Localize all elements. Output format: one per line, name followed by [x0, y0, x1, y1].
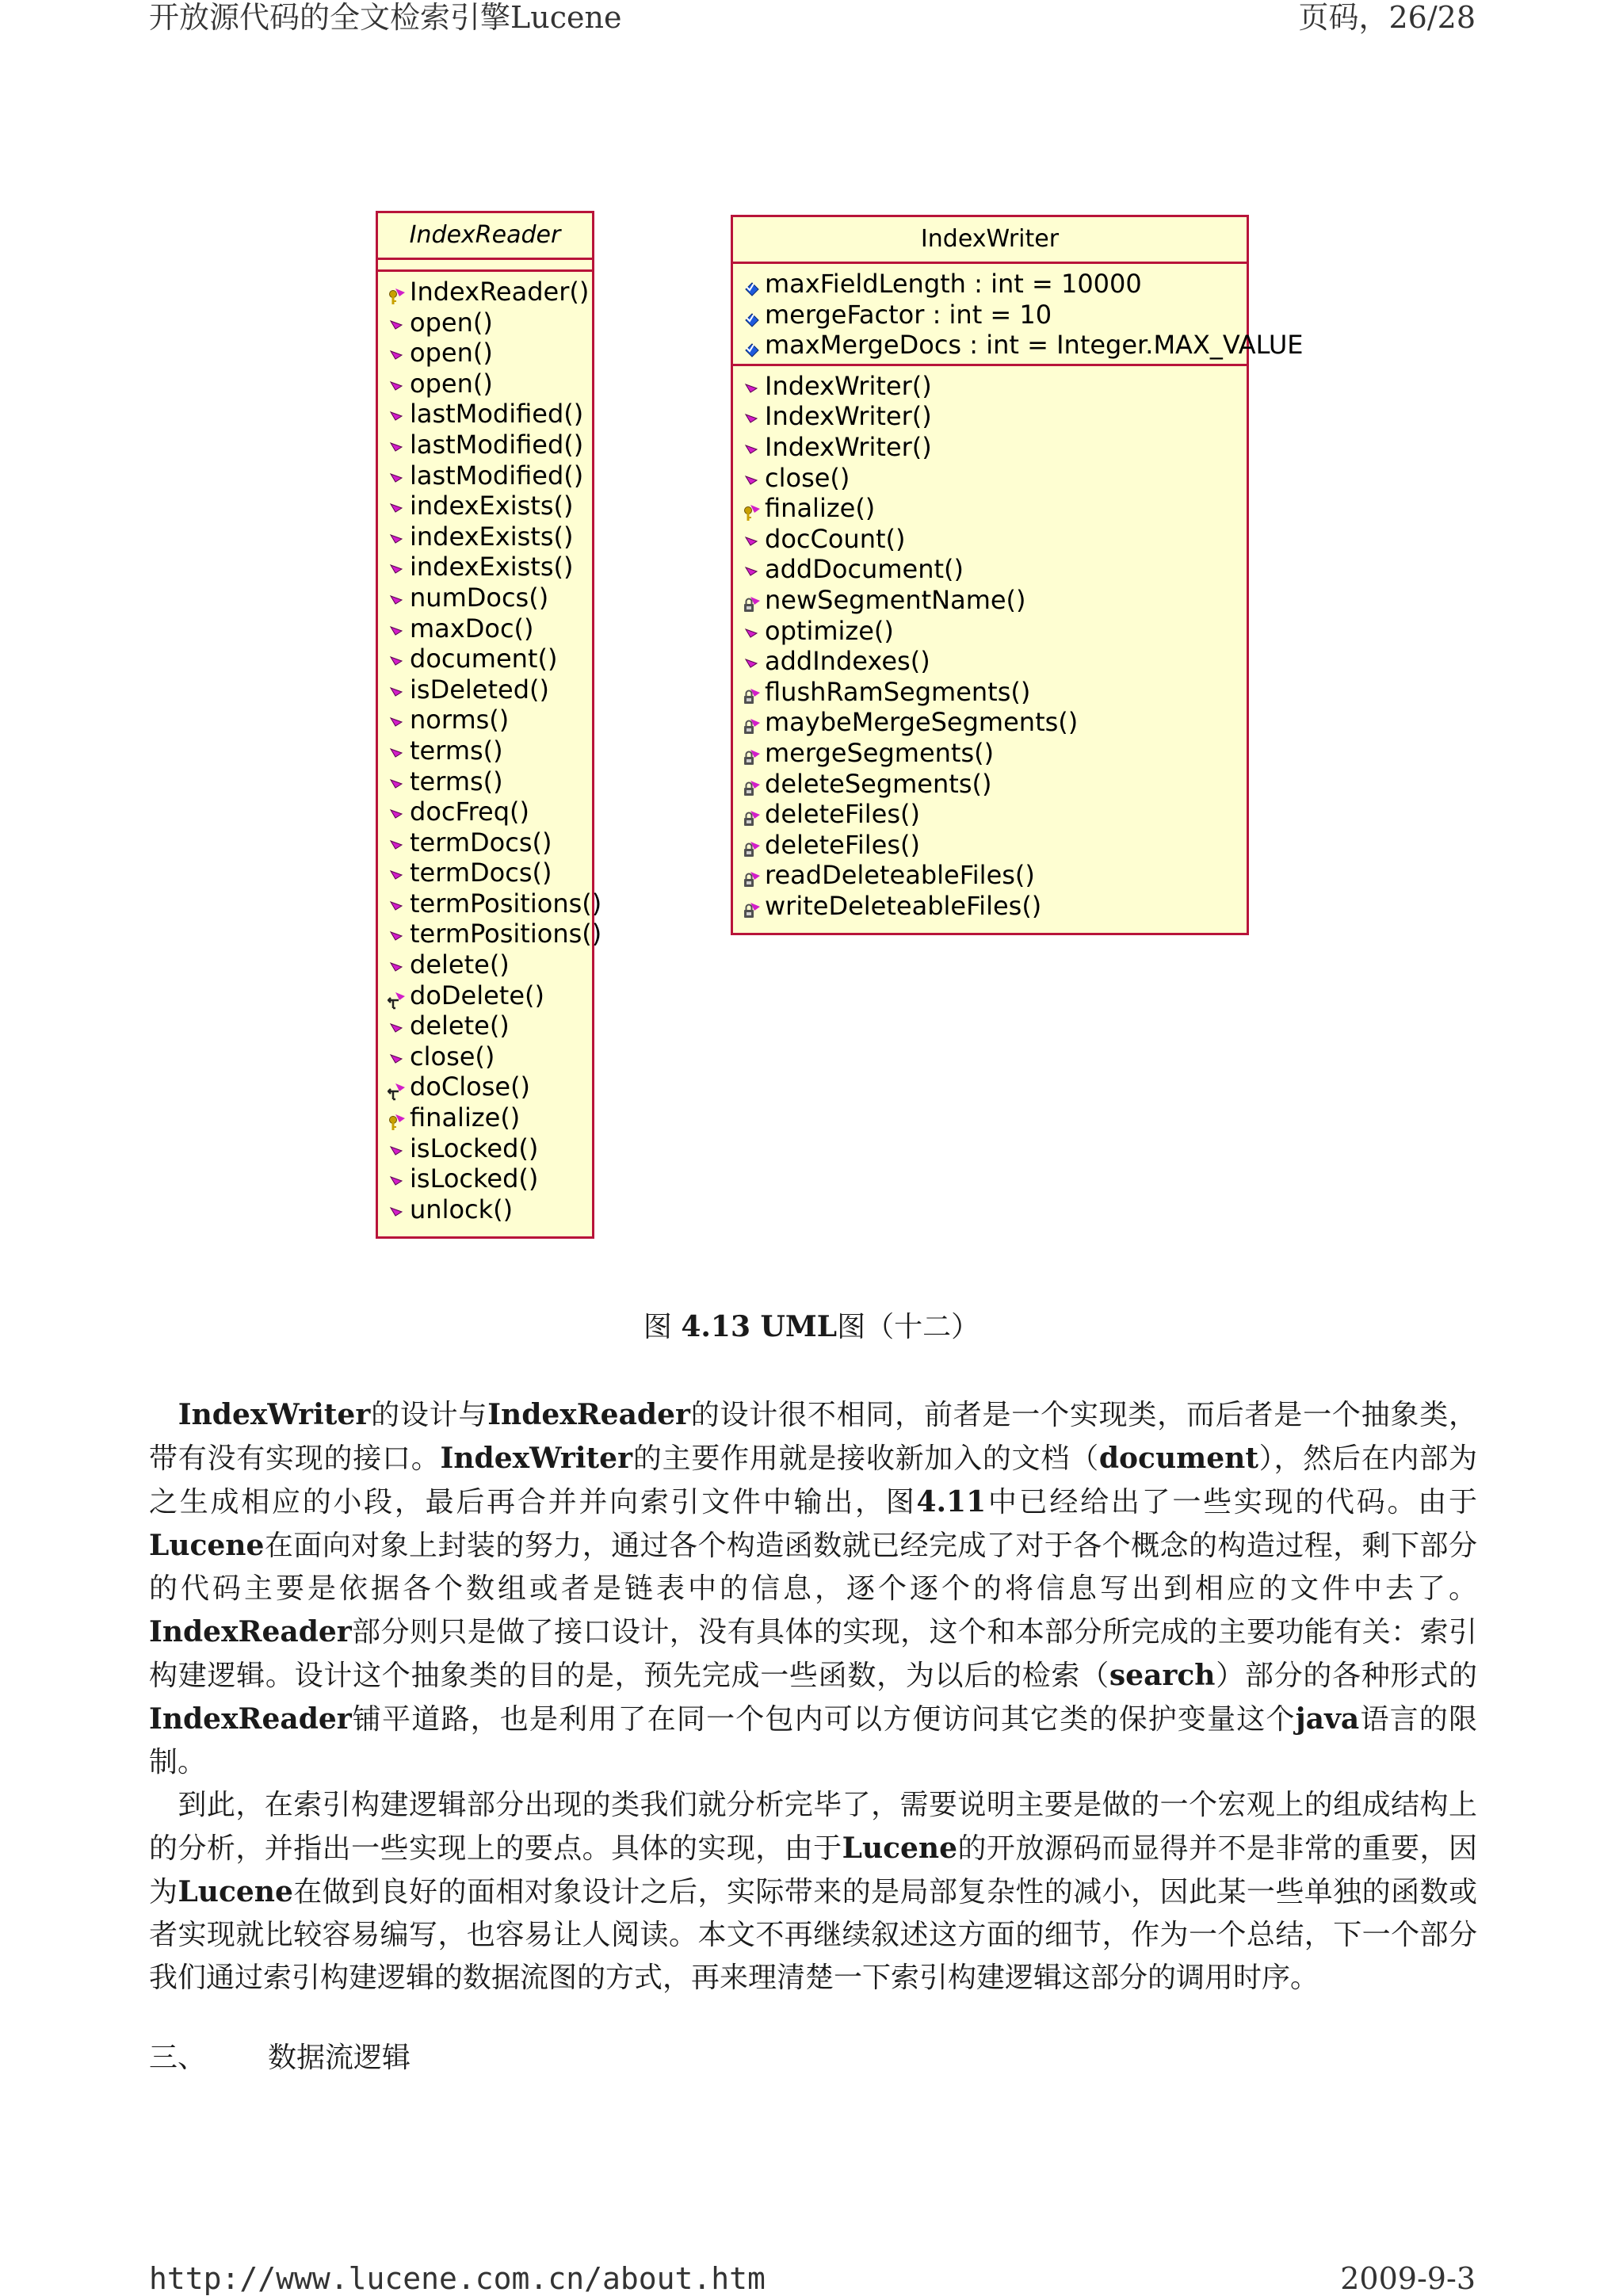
writer-method-label: deleteFiles(): [765, 799, 920, 830]
index-reader-methods: [378, 272, 602, 1228]
public-method-icon: [388, 1200, 407, 1219]
index-reader-class-name: IndexReader: [378, 213, 592, 260]
reader-method-label: delete(): [410, 1010, 510, 1041]
reader-method-lastmodified: [378, 430, 592, 460]
reader-method-label: lastModified(): [410, 429, 584, 460]
reader-method-label: finalize(): [410, 1102, 521, 1133]
reader-method-indexexists: [378, 521, 592, 552]
public-method-icon: [388, 496, 407, 515]
writer-attribute-maxmergedocsintintegermaxvalue: [733, 330, 1304, 361]
reader-method-indexexists: [378, 552, 592, 583]
reader-method-label: isLocked(): [410, 1133, 539, 1163]
reader-method-label: close(): [410, 1041, 495, 1072]
public-attribute-icon: [743, 305, 762, 324]
reader-method-label: terms(): [410, 766, 503, 797]
text-run: 在做到良好的面相对象设计之后，实际带来的是局部复杂性的减小，因此某一些单独的函数或者实现就比较容易编写，也容易让人阅读。本文不再继续叙述这方面的细节，作为一个总结，下一个部分我们通过索引构建逻辑的数据流图的方式，再来理清楚一下索引构建逻辑这部分的调用时序。: [149, 1876, 1477, 1994]
public-method-icon: [388, 863, 407, 882]
reader-method-label: indexExists(): [410, 521, 574, 552]
reader-method-label: termPositions(): [410, 888, 602, 919]
reader-method-label: norms(): [410, 705, 510, 735]
reader-method-indexexists: [378, 491, 592, 521]
header-title: 开放源代码的全文检索引擎Lucene: [149, 0, 622, 35]
text-run: 部分则只是做了接口设计，没有具体的实现，这个和本部分所完成的主要功能有关：索引构建逻辑。设计这个抽象类的目的是，预先完成一些函数，为以后的检索（: [149, 1616, 1477, 1692]
text-run: 的设计很不相同，前者是一个实现类，而后者是一个抽象类，带有没有实现的接口。: [149, 1399, 1477, 1475]
writer-method-label: mergeSegments(): [765, 737, 995, 768]
text-run: 的主要作用就是接收新加入的文档（: [632, 1442, 1099, 1475]
index-reader-attributes-compartment: [378, 260, 592, 272]
writer-method-label: newSegmentName(): [765, 584, 1026, 615]
public-method-icon: [743, 651, 762, 670]
writer-method-adddocument: [733, 554, 1247, 585]
writer-method-label: addDocument(): [765, 554, 964, 585]
reader-method-termpositions: [378, 919, 602, 949]
public-method-icon: [388, 404, 407, 423]
public-method-icon: [388, 894, 407, 913]
bold-term: 4.11: [916, 1485, 987, 1519]
writer-method-label: addIndexes(): [765, 646, 930, 677]
text-run: 铺平道路，也是利用了在同一个包内可以方便访问其它类的保护变量这个: [351, 1703, 1296, 1736]
reader-method-label: document(): [410, 644, 558, 674]
private-method-icon: [743, 590, 762, 609]
caption-number: 4.13 UML: [681, 1310, 838, 1343]
reader-method-unlock: [378, 1194, 592, 1225]
reader-method-label: delete(): [410, 949, 510, 980]
bold-term: Lucene: [842, 1832, 958, 1865]
reader-method-lastmodified: [378, 460, 592, 491]
public-method-icon: [388, 833, 407, 852]
text-run: 中已经给出了一些实现的代码。由于: [986, 1486, 1477, 1519]
writer-method-deletesegments: [733, 769, 1247, 800]
reader-method-label: termPositions(): [410, 919, 602, 949]
public-attribute-icon: [743, 274, 762, 293]
package-method-icon: [388, 1077, 407, 1096]
reader-method-doclose: [378, 1072, 592, 1102]
writer-method-deletefiles: [733, 830, 1247, 861]
reader-method-indexreader: [378, 277, 592, 308]
reader-method-delete: [378, 949, 592, 980]
reader-method-dodelete: [378, 980, 592, 1011]
reader-method-label: open(): [410, 338, 493, 369]
reader-method-label: isLocked(): [410, 1163, 539, 1194]
reader-method-terms: [378, 735, 592, 766]
public-method-icon: [388, 435, 407, 454]
public-method-icon: [388, 343, 407, 362]
public-method-icon: [388, 313, 407, 332]
index-reader-class: [376, 211, 602, 1239]
reader-method-label: indexExists(): [410, 552, 574, 583]
writer-method-flushramsegments: [733, 677, 1247, 708]
writer-method-label: IndexWriter(): [765, 431, 932, 462]
public-method-icon: [743, 621, 762, 640]
writer-method-optimize: [733, 616, 1247, 647]
text-run: ）部分的各种形式的: [1215, 1660, 1477, 1692]
public-method-icon: [388, 588, 407, 607]
public-method-icon: [743, 376, 762, 395]
writer-method-writedeleteablefiles: [733, 891, 1247, 922]
reader-method-label: open(): [410, 307, 493, 338]
writer-method-finalize: [733, 493, 1247, 524]
public-method-icon: [388, 680, 407, 699]
reader-method-label: lastModified(): [410, 460, 584, 491]
writer-method-label: finalize(): [765, 493, 876, 524]
footer-date: 2009-9-3: [1340, 2261, 1476, 2296]
reader-method-label: numDocs(): [410, 582, 549, 613]
writer-method-label: close(): [765, 462, 850, 493]
protected-method-icon: [743, 499, 762, 518]
writer-method-indexwriter: [733, 432, 1247, 463]
writer-method-label: writeDeleteableFiles(): [765, 890, 1042, 921]
writer-method-label: optimize(): [765, 615, 894, 646]
reader-method-termdocs: [378, 858, 592, 888]
public-method-icon: [388, 741, 407, 760]
writer-attribute-mergefactorint: [733, 300, 1247, 330]
public-method-icon: [388, 374, 407, 393]
public-method-icon: [388, 527, 407, 546]
public-method-icon: [388, 772, 407, 791]
private-method-icon: [743, 682, 762, 701]
bold-term: Lucene: [149, 1529, 265, 1562]
reader-method-label: docFreq(): [410, 797, 529, 827]
reader-method-label: terms(): [410, 735, 503, 766]
bold-term: document: [1098, 1442, 1258, 1475]
text-run: ），然后在内部为之生成相应的小段，最后再合并并向索引文件中输出，图: [149, 1442, 1477, 1519]
public-method-icon: [388, 710, 407, 729]
writer-attribute-label: maxFieldLength : int = 10000: [765, 269, 1142, 299]
writer-method-doccount: [733, 524, 1247, 555]
public-method-icon: [743, 529, 762, 548]
reader-method-label: termDocs(): [410, 858, 552, 888]
writer-method-label: IndexWriter(): [765, 370, 932, 401]
writer-method-addindexes: [733, 646, 1247, 677]
bold-term: IndexReader: [149, 1702, 352, 1736]
public-method-icon: [388, 466, 407, 485]
public-method-icon: [743, 560, 762, 579]
reader-method-open: [378, 369, 592, 399]
figure-caption: [0, 1308, 1623, 1347]
text-run: 的设计与: [370, 1399, 488, 1431]
reader-method-label: isDeleted(): [410, 674, 549, 705]
public-method-icon: [388, 955, 407, 974]
writer-method-close: [733, 463, 1247, 494]
reader-method-docfreq: [378, 797, 592, 827]
text-run: 在面向对象上封装的努力，通过各个构造函数就已经完成了对于各个概念的构造过程，剩下部分的代码主要是依据各个数组或者是链表中的信息，逐个逐个的将信息写出到相应的文件中去了。: [149, 1530, 1477, 1605]
public-method-icon: [743, 407, 762, 426]
reader-method-termdocs: [378, 827, 592, 858]
reader-method-norms: [378, 705, 592, 735]
bold-term: IndexWriter: [178, 1398, 371, 1431]
public-method-icon: [388, 619, 407, 638]
private-method-icon: [743, 712, 762, 732]
writer-method-readdeleteablefiles: [733, 860, 1247, 891]
reader-method-islocked: [378, 1133, 592, 1164]
reader-method-label: IndexReader(): [410, 277, 590, 307]
reader-method-terms: [378, 766, 592, 797]
header-page-number: 页码，26/28: [1298, 0, 1476, 35]
writer-attribute-maxfieldlengthint: [733, 269, 1247, 300]
index-writer-class: [731, 215, 1304, 935]
reader-method-document: [378, 644, 592, 674]
reader-method-numdocs: [378, 583, 592, 613]
bold-term: IndexWriter: [440, 1442, 633, 1475]
writer-method-label: docCount(): [765, 523, 906, 554]
bold-term: IndexReader: [149, 1615, 352, 1648]
footer-url: http://www.lucene.com.cn/about.htm: [149, 2261, 766, 2296]
private-method-icon: [743, 835, 762, 854]
reader-method-label: doDelete(): [410, 980, 544, 1010]
protected-method-icon: [388, 1108, 407, 1127]
public-method-icon: [743, 437, 762, 457]
reader-method-label: lastModified(): [410, 399, 584, 430]
reader-method-finalize: [378, 1102, 592, 1133]
private-method-icon: [743, 774, 762, 793]
index-writer-methods: [733, 366, 1247, 925]
reader-method-label: unlock(): [410, 1194, 514, 1224]
writer-attribute-label: maxMergeDocs : int = Integer.MAX_VALUE: [765, 330, 1304, 361]
writer-attribute-label: mergeFactor : int = 10: [765, 299, 1052, 330]
writer-method-label: deleteSegments(): [765, 768, 992, 799]
writer-method-deletefiles: [733, 799, 1247, 830]
text-run: 语言的限制。: [149, 1703, 1477, 1778]
reader-method-maxdoc: [378, 613, 592, 644]
reader-method-label: open(): [410, 368, 493, 399]
reader-method-open: [378, 338, 592, 369]
public-method-icon: [388, 1047, 407, 1066]
reader-method-close: [378, 1041, 592, 1072]
caption-prefix: 图: [643, 1311, 682, 1343]
private-method-icon: [743, 743, 762, 762]
writer-method-label: readDeleteableFiles(): [765, 860, 1035, 891]
private-method-icon: [743, 896, 762, 915]
reader-method-label: maxDoc(): [410, 613, 534, 644]
reader-method-label: termDocs(): [410, 827, 552, 858]
writer-method-maybemergesegments: [733, 707, 1247, 738]
reader-method-islocked: [378, 1163, 592, 1194]
paragraph-summary: [149, 1784, 1477, 2000]
package-method-icon: [388, 986, 407, 1005]
section-title: 数据流逻辑: [268, 2042, 411, 2074]
writer-method-indexwriter: [733, 401, 1247, 432]
paragraph-indexwriter-design: [149, 1393, 1477, 1784]
reader-method-termpositions: [378, 888, 602, 919]
public-method-icon: [388, 1016, 407, 1035]
writer-method-indexwriter: [733, 371, 1247, 402]
writer-method-label: flushRamSegments(): [765, 676, 1031, 707]
private-method-icon: [743, 804, 762, 823]
writer-method-newsegmentname: [733, 585, 1247, 616]
reader-method-open: [378, 308, 592, 338]
public-method-icon: [743, 468, 762, 487]
bold-term: java: [1295, 1702, 1360, 1736]
text-run: 到此，在索引构建逻辑部分出现的类我们就分析完毕了，需要说明主要是做的一个宏观上的组成结构上的分析，并指出一些实现上的要点。具体的实现，由于: [149, 1789, 1477, 1865]
reader-method-isdeleted: [378, 674, 592, 705]
writer-method-label: deleteFiles(): [765, 829, 920, 860]
index-writer-attributes: [733, 264, 1304, 366]
public-method-icon: [388, 649, 407, 668]
section-number: 三、: [149, 2042, 207, 2074]
section-heading: [149, 2039, 411, 2077]
reader-method-delete: [378, 1010, 592, 1041]
text-run: 的开放源码而显得并不是非常的重要，因为: [149, 1832, 1477, 1908]
private-method-icon: [743, 865, 762, 884]
writer-method-label: maybeMergeSegments(): [765, 707, 1079, 738]
bold-term: search: [1109, 1659, 1216, 1692]
public-attribute-icon: [743, 335, 762, 354]
writer-method-label: IndexWriter(): [765, 401, 932, 432]
reader-method-label: doClose(): [410, 1072, 531, 1102]
protected-method-icon: [388, 282, 407, 301]
public-method-icon: [388, 557, 407, 576]
public-method-icon: [388, 924, 407, 943]
bold-term: Lucene: [178, 1875, 293, 1908]
public-method-icon: [388, 802, 407, 821]
reader-method-lastmodified: [378, 399, 592, 430]
reader-method-label: indexExists(): [410, 491, 574, 521]
public-method-icon: [388, 1139, 407, 1158]
public-method-icon: [388, 1169, 407, 1188]
index-writer-class-name: IndexWriter: [733, 217, 1247, 264]
writer-method-mergesegments: [733, 738, 1247, 769]
bold-term: IndexReader: [487, 1398, 690, 1431]
caption-suffix: 图（十二）: [837, 1311, 980, 1343]
